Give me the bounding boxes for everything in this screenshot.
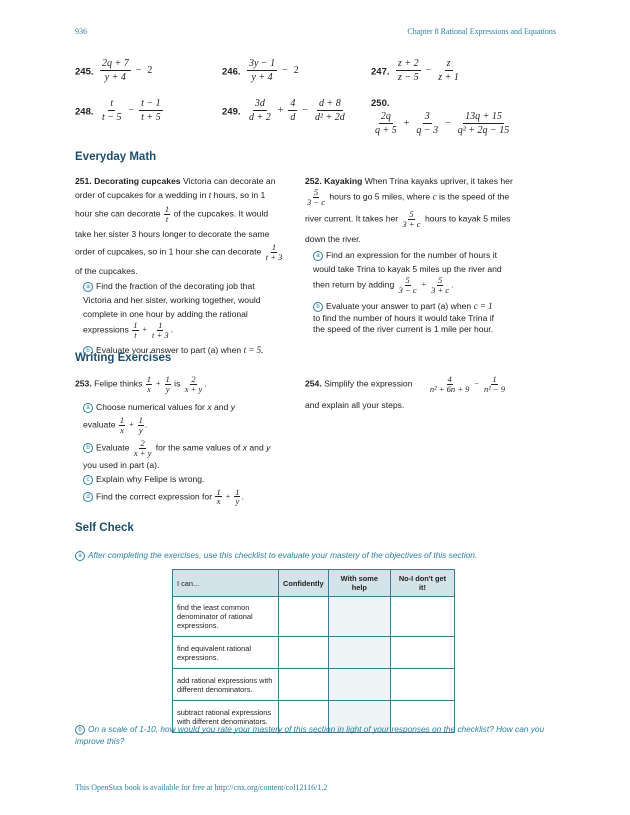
self-check-table bbox=[172, 569, 455, 733]
column-header: I can... bbox=[173, 570, 279, 597]
text: order of cupcakes for a wedding in bbox=[75, 190, 207, 200]
checkbox-cell[interactable] bbox=[328, 597, 390, 637]
text: take her sister 3 hours longer to decorate the same bbox=[75, 228, 270, 239]
fraction: $\frac{1}{t}$ bbox=[164, 204, 170, 224]
text: Choose numerical values for bbox=[96, 401, 205, 412]
part-label: b bbox=[75, 725, 85, 735]
exercise-number: 245. bbox=[75, 66, 94, 78]
text: and bbox=[214, 401, 229, 412]
row-label: add rational expressions with different denominators. bbox=[173, 669, 279, 701]
text: is the speed of the bbox=[438, 191, 510, 202]
table-row bbox=[173, 669, 455, 701]
denominator: y + 4 bbox=[251, 72, 273, 83]
part-a bbox=[75, 400, 297, 414]
denominator: q + 5 bbox=[375, 125, 397, 136]
denominator: y + 4 bbox=[104, 72, 126, 83]
part-label: a bbox=[313, 251, 323, 261]
exercise-249: 249. $\frac{3d}{d + 2}$ + $\frac{4}{d}$ − $\frac{d + 8}{\text{d² + 2d}}$ bbox=[222, 98, 345, 123]
part-b: b Evaluate $\frac{2}{x + y}$ for the same values of x and y bbox=[75, 439, 297, 458]
text: Find an expression for the number of hours it bbox=[326, 249, 498, 260]
part-label: a bbox=[83, 282, 93, 292]
exercise-253: 253. Felipe thinks $\frac{1}{x}$ + $\frac{1}{y}$ is $\frac{2}{x + y}$ . a Choose numerical values for x and y evaluate $\frac{1}{x}$ + $\frac{1}{y}$ . b Evaluate $\frac{2}{x + y}$ for the same values of x and y you used in part (a). c Explain why Felipe is wrong. d Find the correct expression for $\frac{1}{x}$ + $\frac{1}{y}$ . bbox=[75, 375, 297, 506]
numerator: 4 bbox=[290, 98, 296, 109]
page-number: 936 bbox=[75, 27, 87, 36]
section-title-everyday-math: Everyday Math bbox=[75, 151, 157, 163]
denominator: t − 5 bbox=[101, 112, 122, 123]
exercise-number: 252. bbox=[305, 176, 322, 186]
text: for the same values of bbox=[155, 442, 241, 453]
part-label: b bbox=[313, 302, 323, 312]
numerator: t − 1 bbox=[141, 98, 161, 109]
checkbox-cell[interactable] bbox=[390, 669, 454, 701]
numerator: t bbox=[110, 98, 114, 109]
text: river current. It takes her bbox=[305, 213, 399, 224]
text: Victoria and her sister, working together, would bbox=[83, 294, 261, 305]
exercise-title: Kayaking bbox=[324, 176, 363, 186]
part-label: c bbox=[83, 475, 93, 485]
section-title-writing-exercises: Writing Exercises bbox=[75, 352, 172, 364]
text: Evaluate bbox=[96, 442, 130, 453]
numerator: z bbox=[446, 58, 451, 69]
denominator: z − 5 bbox=[397, 72, 419, 83]
self-check-reflection bbox=[75, 723, 560, 747]
part-a: a Find the fraction of the decorating job that Victoria and her sister, working together, would complete in one hour by adding the rational expressions $\frac{1}{t}$ + $\frac{1}{t + 3}$ . bbox=[75, 279, 294, 340]
denominator: d + 2 bbox=[248, 112, 271, 123]
exercise-251 bbox=[75, 174, 294, 357]
constant: 2 bbox=[293, 65, 299, 76]
exercise-250: 250. $\frac{2q}{q + 5}$ + $\frac{3}{q - 3}$ − $\frac{13q + 15}{\text{q² + 2q − 15}}$ bbox=[371, 98, 513, 136]
text: then return by adding bbox=[313, 279, 395, 290]
part-label: b bbox=[83, 443, 93, 453]
exercise-title: Decorating cupcakes bbox=[94, 176, 181, 186]
exercise-number: 247. bbox=[371, 66, 390, 78]
text: evaluate bbox=[83, 419, 116, 430]
part-label: d bbox=[83, 492, 93, 502]
numerator: z + 2 bbox=[397, 58, 419, 69]
math: t = 5. bbox=[243, 344, 264, 355]
checkbox-cell[interactable] bbox=[279, 597, 329, 637]
fraction: $\frac{1}{t + 3}$ bbox=[265, 241, 283, 262]
text: of the cupcakes. bbox=[75, 265, 138, 276]
row-label: find equivalent rational expressions. bbox=[173, 637, 279, 669]
table-row bbox=[173, 637, 455, 669]
numerator: 3y − 1 bbox=[248, 58, 276, 69]
text: Simplify the expression bbox=[324, 378, 413, 389]
text: On a scale of 1-10, how would you rate your mastery of this section in light of your responses on the checklist? How can you bbox=[88, 724, 545, 734]
denominator: d² + 2d bbox=[314, 112, 345, 123]
text: expressions bbox=[83, 324, 129, 335]
text: Evaluate your answer to part (a) when bbox=[326, 300, 472, 311]
text: hour she can decorate bbox=[75, 208, 161, 219]
text: and explain all your steps. bbox=[305, 399, 405, 410]
numerator: 3 bbox=[424, 111, 430, 122]
self-check-instruction bbox=[75, 550, 477, 561]
text: the speed of the river current is 1 mile per hour. bbox=[313, 323, 494, 334]
text: Victoria can decorate an bbox=[182, 176, 276, 186]
checkbox-cell[interactable] bbox=[390, 637, 454, 669]
text: Find the fraction of the decorating job that bbox=[96, 280, 255, 291]
text: After completing the exercises, use this checklist to evaluate your mastery of the objectives of this section. bbox=[88, 550, 478, 560]
text: Felipe thinks bbox=[94, 378, 143, 389]
numerator: 3d bbox=[254, 98, 265, 109]
part-a: a Find an expression for the number of hours it would take Trina to kayak 5 miles up the river and then return by adding $\frac{5}{3 - c}$ + $\frac{5}{3 + c}$ . bbox=[305, 248, 527, 295]
text: of the cupcakes. It would bbox=[173, 208, 269, 219]
math: c = 1 bbox=[473, 300, 493, 311]
text: improve this? bbox=[75, 736, 125, 746]
text: hours to go 5 miles, where bbox=[329, 191, 431, 202]
numerator: 13q + 15 bbox=[465, 111, 502, 122]
exercise-number: 250. bbox=[371, 98, 390, 109]
denominator: q − 3 bbox=[416, 125, 439, 136]
table-row bbox=[173, 597, 455, 637]
checkbox-cell[interactable] bbox=[279, 669, 329, 701]
exercise-247: 247. $\frac{z + 2}{z - 5}$ − $\frac{z}{z + 1}$ bbox=[371, 58, 459, 83]
checkbox-cell[interactable] bbox=[390, 597, 454, 637]
text: hours, so in 1 bbox=[213, 190, 266, 200]
part-b bbox=[305, 299, 527, 335]
part-d: d Find the correct expression for $\frac{1}{x}$ + $\frac{1}{y}$ . bbox=[75, 488, 297, 507]
row-label: find the least common denominator of rational expressions. bbox=[173, 597, 279, 637]
variable: y bbox=[230, 401, 236, 412]
exercise-number: 249. bbox=[222, 106, 241, 118]
section-title-self-check: Self Check bbox=[75, 522, 134, 534]
part-c bbox=[75, 472, 297, 486]
exercise-number: 253. bbox=[75, 378, 92, 389]
checkbox-cell[interactable] bbox=[328, 669, 390, 701]
exercise-252: 252. Kayaking When Trina kayaks upriver, it takes her $\frac{5}{3 - c}$ hours to go 5 miles, where c is the speed of the river current. It takes her $\frac{5}{3 + c}$ hours to kayak 5 miles down the river. a Find an expression for the number of hours it would take Trina to kayak 5 miles up the river and then return by adding $\frac{5}{3 - c}$ + $\frac{5}{3 + c}$ . b Evaluate your answer to part (a) when c = 1 to find the number of hours it would take Trina if the speed of the river current is 1 mile per hour. bbox=[305, 174, 527, 335]
checkbox-cell[interactable] bbox=[279, 637, 329, 669]
text: to find the number of hours it would take Trina if bbox=[313, 312, 495, 323]
column-header: With some help bbox=[328, 570, 390, 597]
denominator: t + 5 bbox=[141, 112, 161, 123]
denominator: z + 1 bbox=[438, 72, 459, 83]
exercise-254: 254. Simplify the expression $\frac{4}{\text{n² + 6n + 9}}$ − $\frac{1}{\text{n² − 9}}$ and explain all your steps. bbox=[305, 375, 527, 412]
text: Find the correct expression for bbox=[96, 491, 213, 502]
table-header-row bbox=[173, 570, 455, 597]
exercise-248: 248. $\frac{t}{t - 5}$ − $\frac{t - 1}{t + 5}$ bbox=[75, 98, 161, 123]
text: would take Trina to kayak 5 miles up the river and bbox=[313, 263, 502, 274]
exercise-number: 246. bbox=[222, 66, 241, 78]
text: you used in part (a). bbox=[83, 459, 160, 470]
part-label: b bbox=[83, 346, 93, 356]
variable: x bbox=[207, 401, 212, 412]
text: Evaluate your answer to part (a) when bbox=[96, 344, 242, 355]
exercise-number: 254. bbox=[305, 378, 322, 389]
text: complete in one hour by adding the rational bbox=[83, 308, 248, 319]
exercise-number: 248. bbox=[75, 106, 94, 118]
denominator: d bbox=[290, 112, 296, 123]
part-label: a bbox=[83, 403, 93, 413]
exercise-245: 245. $\frac{2q + 7}{y + 4}$ − 2 bbox=[75, 58, 153, 83]
text: hours to kayak 5 miles bbox=[424, 213, 511, 224]
exercise-246: 246. $\frac{3y - 1}{y + 4}$ − 2 bbox=[222, 58, 299, 83]
denominator: q² + 2q − 15 bbox=[457, 125, 510, 136]
chapter-title: Chapter 8 Rational Expressions and Equations bbox=[407, 27, 556, 36]
text: order of cupcakes, so in 1 hour she can decorate bbox=[75, 246, 262, 257]
variable: c bbox=[432, 191, 437, 202]
variable: t bbox=[208, 190, 212, 200]
part-label: a bbox=[75, 551, 85, 561]
exercise-number: 251. bbox=[75, 176, 92, 186]
numerator: d + 8 bbox=[318, 98, 341, 109]
footer-text: This OpenStax book is available for free at http://cnx.org/content/col12116/1.2 bbox=[75, 783, 328, 792]
numerator: 2q bbox=[380, 111, 391, 122]
row-label: subtract rational expressions with different denominators. bbox=[173, 701, 279, 733]
text: When Trina kayaks upriver, it takes her bbox=[364, 176, 513, 186]
constant: 2 bbox=[147, 65, 153, 76]
column-header: No-I don't get it! bbox=[390, 570, 454, 597]
column-header: Confidently bbox=[279, 570, 329, 597]
text: Explain why Felipe is wrong. bbox=[96, 473, 205, 484]
text: is bbox=[174, 378, 181, 389]
text: down the river. bbox=[305, 233, 361, 244]
numerator: 2q + 7 bbox=[101, 58, 129, 69]
checkbox-cell[interactable] bbox=[328, 637, 390, 669]
